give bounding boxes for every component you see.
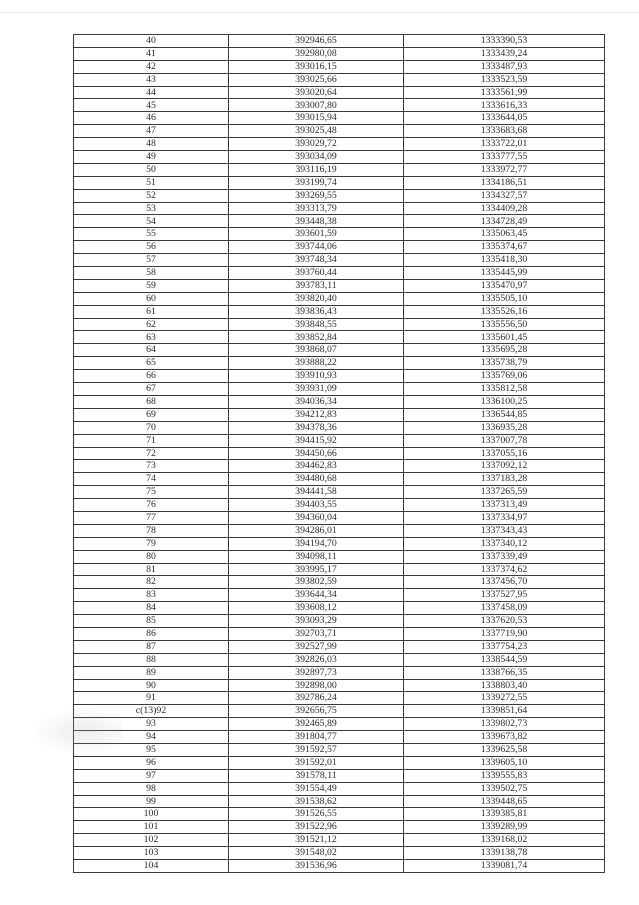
table-row [74, 537, 605, 550]
table-row [74, 138, 605, 151]
y-coordinate-cell: 1336935,28 [404, 421, 605, 434]
point-number-cell: 56 [74, 241, 229, 254]
x-coordinate-cell: 391548,02 [229, 847, 404, 860]
point-number-cell: 98 [74, 782, 229, 795]
y-coordinate-cell: 1337527,95 [404, 589, 605, 602]
table-row [74, 241, 605, 254]
x-coordinate-cell: 393034,09 [229, 151, 404, 164]
point-number-cell: 57 [74, 254, 229, 267]
table-row [74, 421, 605, 434]
y-coordinate-cell: 1339625,58 [404, 743, 605, 756]
x-coordinate-cell: 391592,01 [229, 756, 404, 769]
y-coordinate-cell: 1337620,53 [404, 615, 605, 628]
y-coordinate-cell: 1339555,83 [404, 769, 605, 782]
y-coordinate-cell: 1333683,68 [404, 125, 605, 138]
point-number-cell: 91 [74, 692, 229, 705]
point-number-cell: 53 [74, 202, 229, 215]
point-number-cell: 95 [74, 743, 229, 756]
table-row [74, 563, 605, 576]
y-coordinate-cell: 1339272,55 [404, 692, 605, 705]
x-coordinate-cell: 393007,80 [229, 99, 404, 112]
point-number-cell: 82 [74, 576, 229, 589]
table-row [74, 151, 605, 164]
y-coordinate-cell: 1336100,25 [404, 395, 605, 408]
table-row [74, 679, 605, 692]
table-row [74, 434, 605, 447]
point-number-cell: 97 [74, 769, 229, 782]
y-coordinate-cell: 1336544,85 [404, 408, 605, 421]
point-number-cell: 75 [74, 486, 229, 499]
point-number-cell: 63 [74, 331, 229, 344]
table-row [74, 215, 605, 228]
point-number-cell: 85 [74, 615, 229, 628]
x-coordinate-cell: 394036,34 [229, 395, 404, 408]
y-coordinate-cell: 1335445,99 [404, 267, 605, 280]
point-number-cell: 58 [74, 267, 229, 280]
point-number-cell: 59 [74, 279, 229, 292]
point-number-cell: 84 [74, 602, 229, 615]
x-coordinate-cell: 393836,43 [229, 305, 404, 318]
y-coordinate-cell: 1337313,49 [404, 499, 605, 512]
x-coordinate-cell: 391804,77 [229, 731, 404, 744]
y-coordinate-cell: 1334186,51 [404, 176, 605, 189]
y-coordinate-cell: 1334409,28 [404, 202, 605, 215]
x-coordinate-cell: 391538,62 [229, 795, 404, 808]
y-coordinate-cell: 1339605,10 [404, 756, 605, 769]
table-row [74, 73, 605, 86]
x-coordinate-cell: 393313,79 [229, 202, 404, 215]
table-row [74, 267, 605, 280]
table-row [74, 460, 605, 473]
y-coordinate-cell: 1333561,99 [404, 86, 605, 99]
y-coordinate-cell: 1339502,75 [404, 782, 605, 795]
y-coordinate-cell: 1339673,82 [404, 731, 605, 744]
point-number-cell: 79 [74, 537, 229, 550]
x-coordinate-cell: 392527,99 [229, 640, 404, 653]
table-row [74, 189, 605, 202]
y-coordinate-cell: 1335738,79 [404, 357, 605, 370]
y-coordinate-cell: 1335526,16 [404, 305, 605, 318]
y-coordinate-cell: 1333523,59 [404, 73, 605, 86]
point-number-cell: 73 [74, 460, 229, 473]
table-row [74, 357, 605, 370]
table-row [74, 589, 605, 602]
y-coordinate-cell: 1333777,55 [404, 151, 605, 164]
table-row [74, 486, 605, 499]
point-number-cell: 69 [74, 408, 229, 421]
x-coordinate-cell: 394360,04 [229, 511, 404, 524]
table-row [74, 821, 605, 834]
y-coordinate-cell: 1338803,40 [404, 679, 605, 692]
x-coordinate-cell: 391592,57 [229, 743, 404, 756]
point-number-cell: 62 [74, 318, 229, 331]
y-coordinate-cell: 1338766,35 [404, 666, 605, 679]
x-coordinate-cell: 392946,65 [229, 35, 404, 48]
y-coordinate-cell: 1339448,65 [404, 795, 605, 808]
y-coordinate-cell: 1333972,77 [404, 163, 605, 176]
y-coordinate-cell: 1337183,28 [404, 473, 605, 486]
point-number-cell: 78 [74, 524, 229, 537]
x-coordinate-cell: 394415,92 [229, 434, 404, 447]
y-coordinate-cell: 1337265,59 [404, 486, 605, 499]
point-number-cell: 54 [74, 215, 229, 228]
point-number-cell: 51 [74, 176, 229, 189]
point-number-cell: 104 [74, 860, 229, 873]
x-coordinate-cell: 393910,93 [229, 370, 404, 383]
table-row [74, 125, 605, 138]
x-coordinate-cell: 393020,64 [229, 86, 404, 99]
table-row [74, 653, 605, 666]
x-coordinate-cell: 393015,94 [229, 112, 404, 125]
table-row [74, 627, 605, 640]
y-coordinate-cell: 1337719,90 [404, 627, 605, 640]
x-coordinate-cell: 393093,29 [229, 615, 404, 628]
x-coordinate-cell: 394462,83 [229, 460, 404, 473]
point-number-cell: 68 [74, 395, 229, 408]
y-coordinate-cell: 1335695,28 [404, 344, 605, 357]
point-number-cell: 77 [74, 511, 229, 524]
x-coordinate-cell: 391578,11 [229, 769, 404, 782]
table-row [74, 640, 605, 653]
point-number-cell: 72 [74, 447, 229, 460]
y-coordinate-cell: 1335505,10 [404, 292, 605, 305]
table-row [74, 524, 605, 537]
point-number-cell: 101 [74, 821, 229, 834]
y-coordinate-cell: 1339081,74 [404, 860, 605, 873]
table-row [74, 705, 605, 718]
y-coordinate-cell: 1338544,59 [404, 653, 605, 666]
point-number-cell: 47 [74, 125, 229, 138]
x-coordinate-cell: 391521,12 [229, 834, 404, 847]
point-number-cell: c(13)92 [74, 705, 229, 718]
point-number-cell: 42 [74, 60, 229, 73]
y-coordinate-cell: 1339289,99 [404, 821, 605, 834]
point-number-cell: 102 [74, 834, 229, 847]
x-coordinate-cell: 394480,68 [229, 473, 404, 486]
x-coordinate-cell: 393608,12 [229, 602, 404, 615]
x-coordinate-cell: 394212,83 [229, 408, 404, 421]
table-row [74, 447, 605, 460]
table-row [74, 615, 605, 628]
x-coordinate-cell: 393025,48 [229, 125, 404, 138]
x-coordinate-cell: 392656,75 [229, 705, 404, 718]
point-number-cell: 74 [74, 473, 229, 486]
point-number-cell: 66 [74, 370, 229, 383]
point-number-cell: 96 [74, 756, 229, 769]
point-number-cell: 88 [74, 653, 229, 666]
table-row [74, 847, 605, 860]
point-number-cell: 46 [74, 112, 229, 125]
table-row [74, 808, 605, 821]
coordinates-table [73, 34, 605, 873]
y-coordinate-cell: 1337343,43 [404, 524, 605, 537]
x-coordinate-cell: 393995,17 [229, 563, 404, 576]
table-row [74, 370, 605, 383]
y-coordinate-cell: 1335063,45 [404, 228, 605, 241]
table-row [74, 254, 605, 267]
point-number-cell: 99 [74, 795, 229, 808]
point-number-cell: 103 [74, 847, 229, 860]
x-coordinate-cell: 393820,40 [229, 292, 404, 305]
x-coordinate-cell: 392703,71 [229, 627, 404, 640]
y-coordinate-cell: 1333616,33 [404, 99, 605, 112]
table-row [74, 331, 605, 344]
x-coordinate-cell: 394403,55 [229, 499, 404, 512]
x-coordinate-cell: 393760,44 [229, 267, 404, 280]
table-row [74, 292, 605, 305]
y-coordinate-cell: 1337456,70 [404, 576, 605, 589]
x-coordinate-cell: 393852,84 [229, 331, 404, 344]
x-coordinate-cell: 392786,24 [229, 692, 404, 705]
table-row [74, 782, 605, 795]
table-row [74, 305, 605, 318]
table-row [74, 666, 605, 679]
x-coordinate-cell: 392826,03 [229, 653, 404, 666]
table-row [74, 499, 605, 512]
table-row [74, 228, 605, 241]
table-row [74, 576, 605, 589]
x-coordinate-cell: 391522,96 [229, 821, 404, 834]
y-coordinate-cell: 1335556,50 [404, 318, 605, 331]
point-number-cell: 45 [74, 99, 229, 112]
y-coordinate-cell: 1335418,30 [404, 254, 605, 267]
table-row [74, 408, 605, 421]
table-row [74, 550, 605, 563]
x-coordinate-cell: 391536,96 [229, 860, 404, 873]
table-row [74, 795, 605, 808]
x-coordinate-cell: 394441,58 [229, 486, 404, 499]
y-coordinate-cell: 1337340,12 [404, 537, 605, 550]
x-coordinate-cell: 393783,11 [229, 279, 404, 292]
table-row [74, 731, 605, 744]
x-coordinate-cell: 392980,08 [229, 47, 404, 60]
x-coordinate-cell: 393888,22 [229, 357, 404, 370]
y-coordinate-cell: 1333487,93 [404, 60, 605, 73]
x-coordinate-cell: 391554,49 [229, 782, 404, 795]
point-number-cell: 52 [74, 189, 229, 202]
y-coordinate-cell: 1335601,45 [404, 331, 605, 344]
y-coordinate-cell: 1333390,53 [404, 35, 605, 48]
point-number-cell: 93 [74, 718, 229, 731]
table-row [74, 769, 605, 782]
y-coordinate-cell: 1337092,12 [404, 460, 605, 473]
x-coordinate-cell: 393931,09 [229, 383, 404, 396]
y-coordinate-cell: 1339138,78 [404, 847, 605, 860]
x-coordinate-cell: 394194,70 [229, 537, 404, 550]
table-row [74, 35, 605, 48]
x-coordinate-cell: 394450,66 [229, 447, 404, 460]
x-coordinate-cell: 394098,11 [229, 550, 404, 563]
table-row [74, 834, 605, 847]
table-row [74, 112, 605, 125]
point-number-cell: 67 [74, 383, 229, 396]
x-coordinate-cell: 393199,74 [229, 176, 404, 189]
point-number-cell: 65 [74, 357, 229, 370]
table-row [74, 163, 605, 176]
point-number-cell: 71 [74, 434, 229, 447]
x-coordinate-cell: 394286,01 [229, 524, 404, 537]
y-coordinate-cell: 1339802,73 [404, 718, 605, 731]
point-number-cell: 80 [74, 550, 229, 563]
table-row [74, 60, 605, 73]
x-coordinate-cell: 392465,89 [229, 718, 404, 731]
point-number-cell: 100 [74, 808, 229, 821]
y-coordinate-cell: 1337334,97 [404, 511, 605, 524]
table-row [74, 47, 605, 60]
table-row [74, 743, 605, 756]
point-number-cell: 60 [74, 292, 229, 305]
y-coordinate-cell: 1333439,24 [404, 47, 605, 60]
table-row [74, 318, 605, 331]
point-number-cell: 41 [74, 47, 229, 60]
table-row [74, 395, 605, 408]
y-coordinate-cell: 1337055,16 [404, 447, 605, 460]
point-number-cell: 44 [74, 86, 229, 99]
y-coordinate-cell: 1335374,67 [404, 241, 605, 254]
table-row [74, 86, 605, 99]
y-coordinate-cell: 1337754,23 [404, 640, 605, 653]
y-coordinate-cell: 1333722,01 [404, 138, 605, 151]
point-number-cell: 90 [74, 679, 229, 692]
x-coordinate-cell: 394378,36 [229, 421, 404, 434]
x-coordinate-cell: 392898,00 [229, 679, 404, 692]
point-number-cell: 70 [74, 421, 229, 434]
x-coordinate-cell: 393644,34 [229, 589, 404, 602]
x-coordinate-cell: 393029,72 [229, 138, 404, 151]
x-coordinate-cell: 393848,55 [229, 318, 404, 331]
point-number-cell: 48 [74, 138, 229, 151]
y-coordinate-cell: 1339385,81 [404, 808, 605, 821]
table-row [74, 99, 605, 112]
y-coordinate-cell: 1337458,09 [404, 602, 605, 615]
point-number-cell: 64 [74, 344, 229, 357]
x-coordinate-cell: 392897,73 [229, 666, 404, 679]
x-coordinate-cell: 393748,34 [229, 254, 404, 267]
point-number-cell: 94 [74, 731, 229, 744]
x-coordinate-cell: 393744,06 [229, 241, 404, 254]
table-row [74, 756, 605, 769]
table-row [74, 692, 605, 705]
y-coordinate-cell: 1333644,05 [404, 112, 605, 125]
y-coordinate-cell: 1335769,06 [404, 370, 605, 383]
point-number-cell: 55 [74, 228, 229, 241]
y-coordinate-cell: 1337374,62 [404, 563, 605, 576]
point-number-cell: 49 [74, 151, 229, 164]
table-row [74, 602, 605, 615]
table-row [74, 473, 605, 486]
table-row [74, 383, 605, 396]
y-coordinate-cell: 1334327,57 [404, 189, 605, 202]
y-coordinate-cell: 1335470,97 [404, 279, 605, 292]
point-number-cell: 61 [74, 305, 229, 318]
point-number-cell: 83 [74, 589, 229, 602]
point-number-cell: 81 [74, 563, 229, 576]
y-coordinate-cell: 1334728,49 [404, 215, 605, 228]
table-row [74, 511, 605, 524]
page-top-edge [0, 12, 639, 13]
point-number-cell: 40 [74, 35, 229, 48]
y-coordinate-cell: 1339168,02 [404, 834, 605, 847]
x-coordinate-cell: 393025,66 [229, 73, 404, 86]
y-coordinate-cell: 1339851,64 [404, 705, 605, 718]
point-number-cell: 76 [74, 499, 229, 512]
x-coordinate-cell: 393448,38 [229, 215, 404, 228]
table-row [74, 344, 605, 357]
point-number-cell: 50 [74, 163, 229, 176]
point-number-cell: 89 [74, 666, 229, 679]
x-coordinate-cell: 393016,15 [229, 60, 404, 73]
y-coordinate-cell: 1337339,49 [404, 550, 605, 563]
table-row [74, 202, 605, 215]
x-coordinate-cell: 393116,19 [229, 163, 404, 176]
x-coordinate-cell: 391526,55 [229, 808, 404, 821]
x-coordinate-cell: 393868,07 [229, 344, 404, 357]
coordinates-table-body [74, 35, 605, 873]
point-number-cell: 43 [74, 73, 229, 86]
table-row [74, 860, 605, 873]
y-coordinate-cell: 1337007,78 [404, 434, 605, 447]
x-coordinate-cell: 393601,59 [229, 228, 404, 241]
y-coordinate-cell: 1335812,58 [404, 383, 605, 396]
table-row [74, 279, 605, 292]
x-coordinate-cell: 393802,59 [229, 576, 404, 589]
point-number-cell: 86 [74, 627, 229, 640]
point-number-cell: 87 [74, 640, 229, 653]
table-row [74, 718, 605, 731]
table-row [74, 176, 605, 189]
x-coordinate-cell: 393269,55 [229, 189, 404, 202]
